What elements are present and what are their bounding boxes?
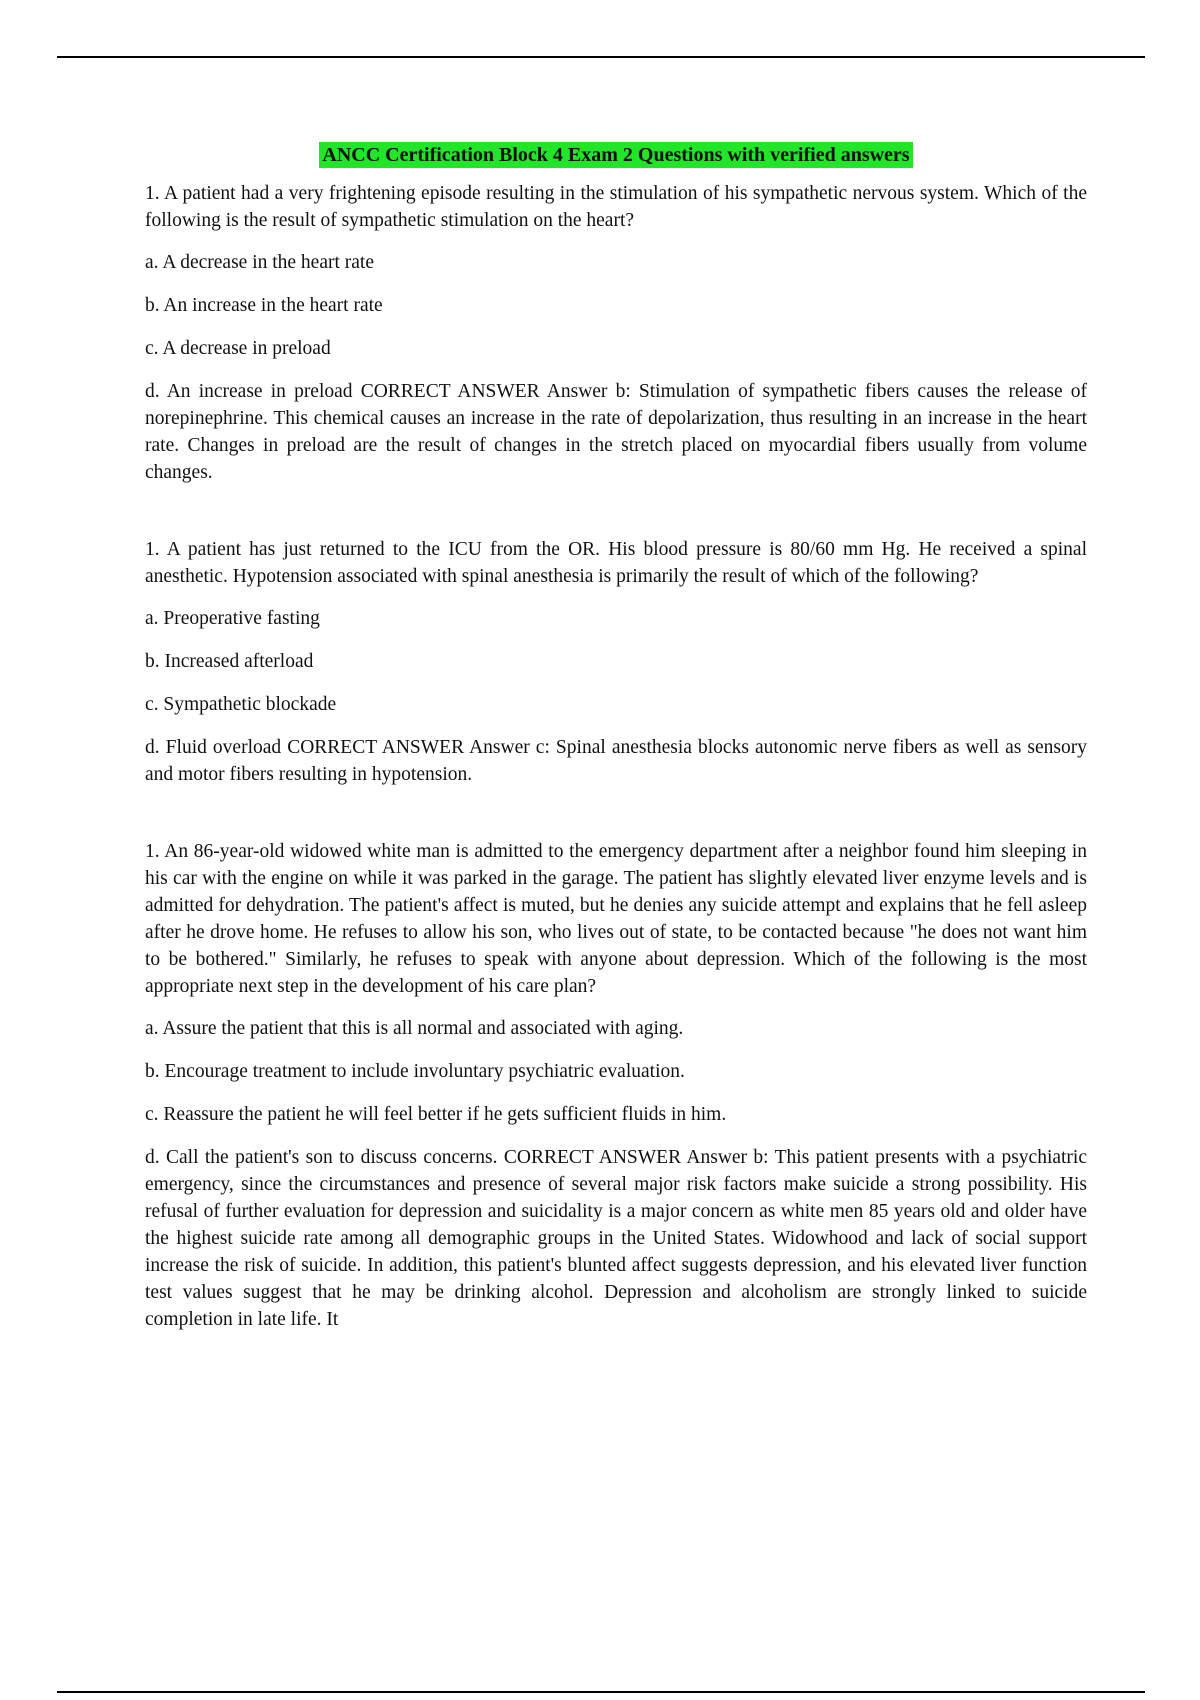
option-c: c. Sympathetic blockade xyxy=(145,694,337,715)
option-c: c. Reassure the patient he will feel better if he gets sufficient fluids in him. xyxy=(145,1104,727,1125)
option-b: b. An increase in the heart rate xyxy=(145,295,383,316)
option-d-with-answer: d. Fluid overload CORRECT ANSWER Answer c: Spinal anesthesia blocks autonomic nerve fibers as well as sensory and motor fibers resulting in hypotension. xyxy=(145,737,1087,785)
top-rule xyxy=(57,56,1145,58)
document-body xyxy=(145,142,1087,1333)
option-d-with-answer: d. Call the patient's son to discuss concerns. CORRECT ANSWER Answer b: This patient presents with a psychiatric emergency, since the circumstances and presence of several major risk factors make suicide a strong possibility. His refusal of further evaluation for depression and suicidality is a major concern as white men 85 years old and older have the highest suicide rate among all demographic groups in the United States. Widowhood and lack of social support increase the risk of suicide. In addition, this patient's blunted affect suggests depression, and his elevated liver function test values suggest that he may be drinking alcohol. Depression and alcoholism are strongly linked to suicide completion in late life. It xyxy=(145,1147,1087,1330)
option-a: a. A decrease in the heart rate xyxy=(145,252,375,273)
question-stem: 1. An 86-year-old widowed white man is admitted to the emergency department after a neighbor found him sleeping in his car with the engine on while it was parked in the garage. The patient has slightly elevated liver enzyme levels and is admitted for dehydration. The patient's affect is muted, but he denies any suicide attempt and explains that he fell asleep after he drove home. He refuses to allow his son, who lives out of state, to be contacted because "he does not want him to be bothered." Similarly, he refuses to speak with anyone about depression. Which of the following is the most appropriate next step in the development of his care plan? xyxy=(145,841,1087,997)
question-stem: 1. A patient had a very frightening episode resulting in the stimulation of his sympathetic nervous system. Which of the following is the result of sympathetic stimulation on the heart? xyxy=(145,183,1087,231)
option-a: a. Assure the patient that this is all normal and associated with aging. xyxy=(145,1018,684,1039)
option-d-with-answer: d. An increase in preload CORRECT ANSWER Answer b: Stimulation of sympathetic fibers causes the release of norepinephrine. This chemical causes an increase in the rate of depolarization, thus resulting in an increase in the heart rate. Changes in preload are the result of changes in the stretch placed on myocardial fibers usually from volume changes. xyxy=(145,381,1087,483)
title-container xyxy=(145,142,1087,168)
option-b: b. Increased afterload xyxy=(145,651,314,672)
question-block-1 xyxy=(145,180,1087,486)
question-stem: 1. A patient has just returned to the ICU from the OR. His blood pressure is 80/60 mm Hg. He received a spinal anesthetic. Hypotension associated with spinal anesthesia is primarily the result of which of the following? xyxy=(145,539,1087,587)
option-c: c. A decrease in preload xyxy=(145,338,331,359)
bottom-rule xyxy=(57,1691,1145,1693)
document-title: ANCC Certification Block 4 Exam 2 Questions with verified answers xyxy=(319,142,912,168)
option-a: a. Preoperative fasting xyxy=(145,608,320,629)
option-b: b. Encourage treatment to include involuntary psychiatric evaluation. xyxy=(145,1061,685,1082)
question-block-3 xyxy=(145,838,1087,1333)
question-block-2 xyxy=(145,536,1087,788)
